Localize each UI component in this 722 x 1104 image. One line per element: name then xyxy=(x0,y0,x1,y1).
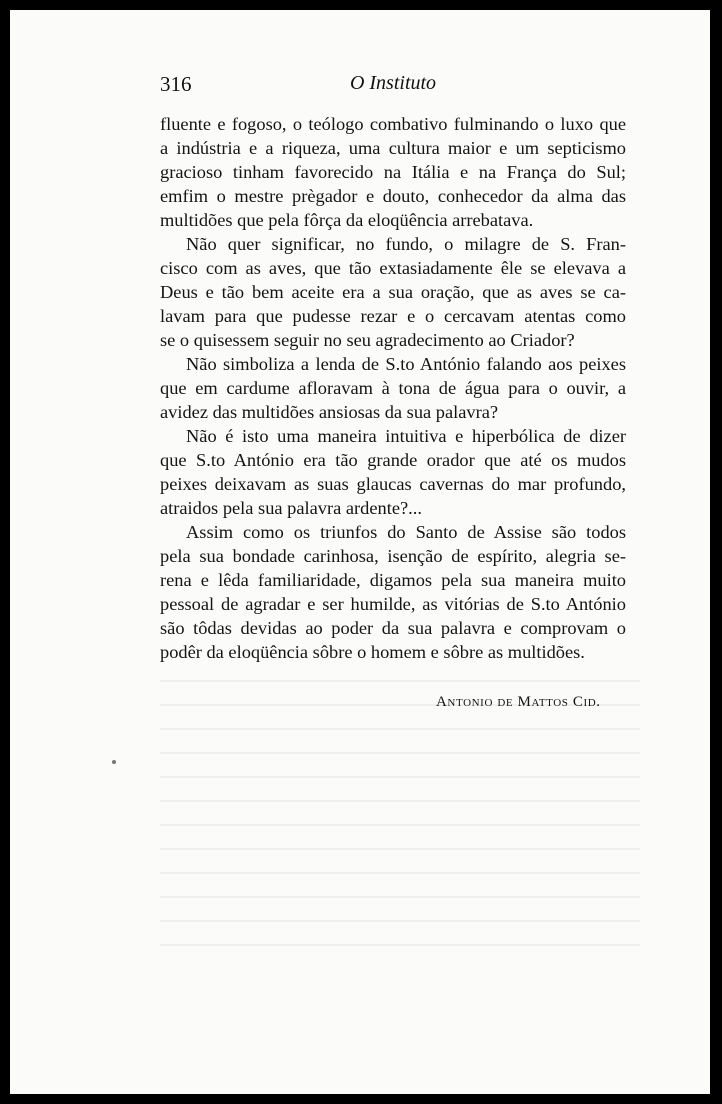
text-line: fluente e fogoso, o teólogo combativo fulminando o luxo que xyxy=(160,114,626,134)
show-through-texture xyxy=(160,680,640,950)
text-line: peixes deixavam as suas glaucas cavernas do mar profundo, xyxy=(160,474,626,494)
running-title: O Instituto xyxy=(349,72,437,94)
text-line: podêr da eloqüência sôbre o homem e sôbre as multidões. xyxy=(160,642,585,662)
text-line: Não quer significar, no fundo, o milagre de S. Fran- xyxy=(186,234,626,254)
text-line: rena e lêda familiaridade, digamos pela sua maneira muito xyxy=(160,570,626,590)
text-line: se o quisessem seguir no seu agradecimento ao Criador? xyxy=(160,330,575,350)
text-line: avidez das multidões ansiosas da sua palavra? xyxy=(160,402,499,422)
text-line: Deus e tão bem aceite era a sua oração, que as aves se ca- xyxy=(160,282,626,302)
text-line: emfim o mestre prègador e douto, conhecedor da alma das xyxy=(160,186,626,206)
text-line: multidões que pela fôrça da eloqüência arrebatava. xyxy=(160,210,534,230)
text-line: que em cardume afloravam à tona de água para o ouvir, a xyxy=(160,378,626,398)
text-line: que S.to António era tão grande orador que até os mudos xyxy=(160,450,626,470)
page-header xyxy=(160,68,626,100)
text-line: atraidos pela sua palavra ardente?... xyxy=(160,498,422,518)
author-signature: Antonio de Mattos Cid. xyxy=(436,694,601,710)
paper-speck xyxy=(112,760,116,764)
text-line: cisco com as aves, que tão extasiadamente êle se elevava a xyxy=(160,258,626,278)
text-line: Não simboliza a lenda de S.to António falando aos peixes xyxy=(186,354,626,374)
text-line: Não é isto uma maneira intuitiva e hiperbólica de dizer xyxy=(186,426,626,446)
body-text xyxy=(160,112,626,664)
paragraph-5 xyxy=(160,520,626,664)
text-line: gracioso tinham favorecido na Itália e na França do Sul; xyxy=(160,162,626,182)
text-line: Assim como os triunfos do Santo de Assise são todos xyxy=(186,522,626,542)
paragraph-4 xyxy=(160,424,626,520)
text-line: pela sua bondade carinhosa, isenção de espírito, alegria se- xyxy=(160,546,626,566)
page-number: 316 xyxy=(160,72,192,96)
text-line: são tôdas devidas ao poder da sua palavra e comprovam o xyxy=(160,618,626,638)
text-line: pessoal de agradar e ser humilde, as vitórias de S.to António xyxy=(160,594,626,614)
paragraph-2 xyxy=(160,232,626,352)
paragraph-1 xyxy=(160,112,626,232)
text-line: lavam para que pudesse rezar e o cercavam atentas como xyxy=(160,306,626,326)
paragraph-3 xyxy=(160,352,626,424)
text-line: a indústria e a riqueza, uma cultura maior e um septicismo xyxy=(160,138,626,158)
